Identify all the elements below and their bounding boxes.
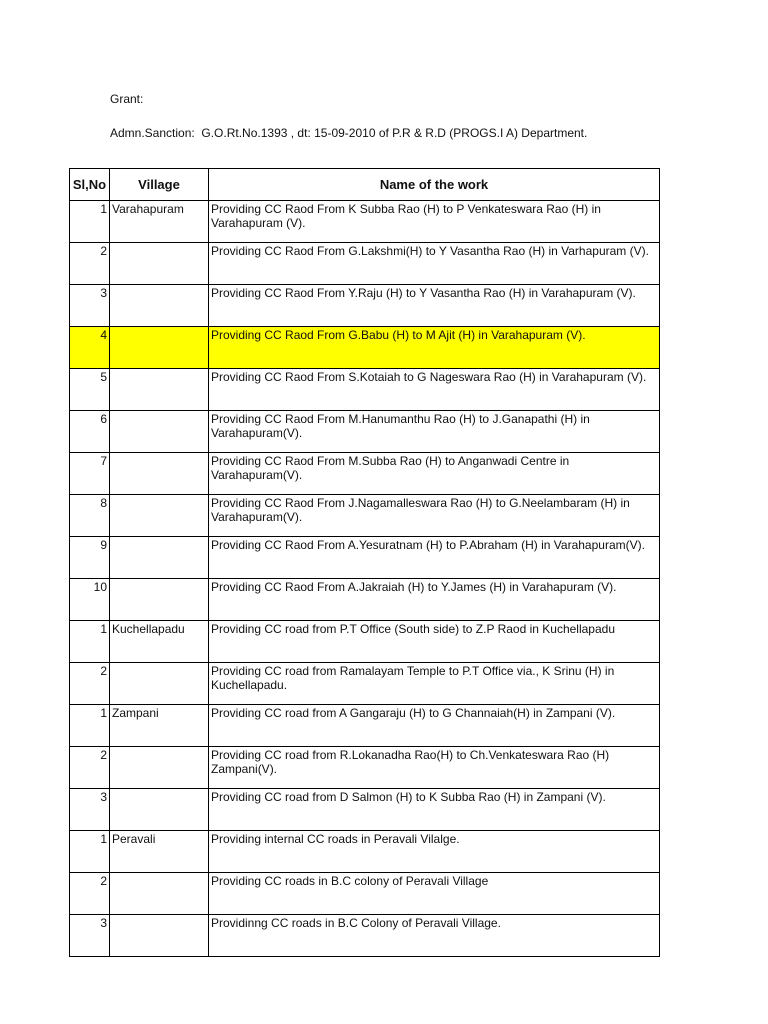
row-village-cell xyxy=(110,285,209,327)
column-header-village: Village xyxy=(110,169,209,201)
row-slno-cell: 2 xyxy=(70,243,110,285)
row-work-cell: Providinng CC roads in B.C Colony of Peravali Village. xyxy=(209,915,660,957)
row-slno-cell: 3 xyxy=(70,285,110,327)
table-row xyxy=(70,579,660,621)
row-village-cell: Zampani xyxy=(110,705,209,747)
table-row xyxy=(70,873,660,915)
row-village-cell xyxy=(110,873,209,915)
row-work-cell: Providing CC Raod From S.Kotaiah to G Nageswara Rao (H) in Varahapuram (V). xyxy=(209,369,660,411)
row-work-cell: Providing CC Raod From K Subba Rao (H) to P Venkateswara Rao (H) in Varahapuram (V). xyxy=(209,201,660,243)
row-village-cell xyxy=(110,747,209,789)
row-village-cell xyxy=(110,243,209,285)
row-work-cell: Providing CC Raod From Y.Raju (H) to Y Vasantha Rao (H) in Varahapuram (V). xyxy=(209,285,660,327)
table-row xyxy=(70,789,660,831)
row-village-cell xyxy=(110,495,209,537)
row-village-cell xyxy=(110,789,209,831)
table-row xyxy=(70,495,660,537)
table-row xyxy=(70,243,660,285)
table-row xyxy=(70,411,660,453)
table-row xyxy=(70,453,660,495)
row-slno-cell: 1 xyxy=(70,201,110,243)
row-village-cell xyxy=(110,537,209,579)
row-slno-cell: 5 xyxy=(70,369,110,411)
works-table xyxy=(69,168,660,957)
row-work-cell: Providing CC Raod From J.Nagamalleswara Rao (H) to G.Neelambaram (H) in Varahapuram(V). xyxy=(209,495,660,537)
row-slno-cell: 1 xyxy=(70,621,110,663)
row-slno-cell: 9 xyxy=(70,537,110,579)
row-village-cell: Peravali xyxy=(110,831,209,873)
row-work-cell: Providing CC roads in B.C colony of Peravali Village xyxy=(209,873,660,915)
column-header-slno: Sl,No xyxy=(70,169,110,201)
admin-sanction xyxy=(110,126,587,140)
row-slno-cell: 2 xyxy=(70,747,110,789)
row-slno-cell: 3 xyxy=(70,789,110,831)
row-slno-cell: 2 xyxy=(70,663,110,705)
row-slno-cell: 7 xyxy=(70,453,110,495)
table-row xyxy=(70,201,660,243)
table-row xyxy=(70,537,660,579)
row-work-cell: Providing CC Raod From G.Lakshmi(H) to Y Vasantha Rao (H) in Varhapuram (V). xyxy=(209,243,660,285)
row-village-cell xyxy=(110,663,209,705)
row-village-cell xyxy=(110,579,209,621)
row-work-cell: Providing CC road from D Salmon (H) to K Subba Rao (H) in Zampani (V). xyxy=(209,789,660,831)
row-slno-cell: 4 xyxy=(70,327,110,369)
row-work-cell: Providing CC road from P.T Office (South side) to Z.P Raod in Kuchellapadu xyxy=(209,621,660,663)
table-row xyxy=(70,915,660,957)
table-row xyxy=(70,747,660,789)
row-slno-cell: 6 xyxy=(70,411,110,453)
table-row xyxy=(70,663,660,705)
row-work-cell: Providing CC Raod From G.Babu (H) to M Ajit (H) in Varahapuram (V). xyxy=(209,327,660,369)
column-header-work: Name of the work xyxy=(209,169,660,201)
row-village-cell xyxy=(110,369,209,411)
table-row xyxy=(70,831,660,873)
admin-sanction-value: G.O.Rt.No.1393 , dt: 15-09-2010 of P.R & R.D (PROGS.I A) Department. xyxy=(201,126,588,140)
row-work-cell: Providing internal CC roads in Peravali Vilalge. xyxy=(209,831,660,873)
row-work-cell: Providing CC Raod From A.Jakraiah (H) to Y.James (H) in Varahapuram (V). xyxy=(209,579,660,621)
table-row xyxy=(70,705,660,747)
admin-sanction-label: Admn.Sanction: xyxy=(110,126,195,140)
table-body xyxy=(70,201,660,957)
row-village-cell xyxy=(110,327,209,369)
row-village-cell: Varahapuram xyxy=(110,201,209,243)
row-village-cell xyxy=(110,411,209,453)
row-work-cell: Providing CC Raod From M.Hanumanthu Rao (H) to J.Ganapathi (H) in Varahapuram(V). xyxy=(209,411,660,453)
row-slno-cell: 3 xyxy=(70,915,110,957)
row-work-cell: Providing CC road from R.Lokanadha Rao(H) to Ch.Venkateswara Rao (H) Zampani(V). xyxy=(209,747,660,789)
row-work-cell: Providing CC Raod From A.Yesuratnam (H) to P.Abraham (H) in Varahapuram(V). xyxy=(209,537,660,579)
row-village-cell xyxy=(110,915,209,957)
row-slno-cell: 1 xyxy=(70,705,110,747)
row-village-cell xyxy=(110,453,209,495)
table-row xyxy=(70,285,660,327)
row-slno-cell: 10 xyxy=(70,579,110,621)
row-work-cell: Providing CC Raod From M.Subba Rao (H) to Anganwadi Centre in Varahapuram(V). xyxy=(209,453,660,495)
row-slno-cell: 8 xyxy=(70,495,110,537)
grant-label: Grant: xyxy=(110,92,144,106)
row-village-cell: Kuchellapadu xyxy=(110,621,209,663)
table-row xyxy=(70,327,660,369)
row-slno-cell: 1 xyxy=(70,831,110,873)
row-work-cell: Providing CC road from A Gangaraju (H) to G Channaiah(H) in Zampani (V). xyxy=(209,705,660,747)
table-row xyxy=(70,369,660,411)
table-row xyxy=(70,621,660,663)
table-header-row xyxy=(70,169,660,201)
row-work-cell: Providing CC road from Ramalayam Temple to P.T Office via., K Srinu (H) in Kuchellapadu. xyxy=(209,663,660,705)
row-slno-cell: 2 xyxy=(70,873,110,915)
